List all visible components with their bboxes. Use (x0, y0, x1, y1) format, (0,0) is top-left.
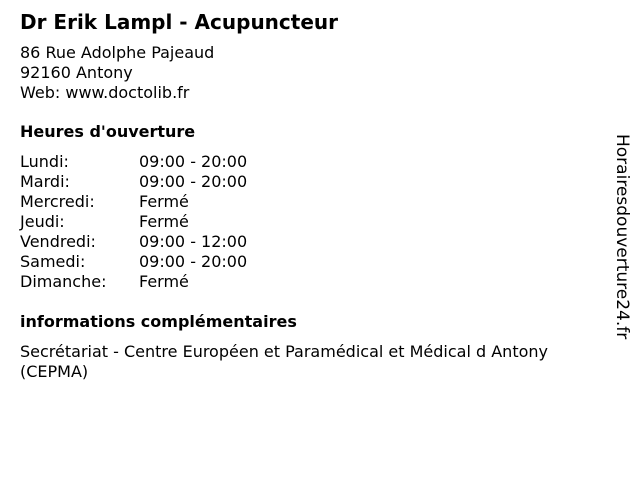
info-heading: informations complémentaires (20, 312, 297, 331)
hours-value: 09:00 - 20:00 (139, 252, 248, 271)
site-watermark: Horairesdouverture24.fr (612, 134, 632, 340)
hours-row-wednesday (20, 192, 610, 212)
website-link[interactable]: Web: www.doctolib.fr (20, 83, 190, 102)
day-label: Jeudi: (20, 212, 65, 231)
hours-row-saturday (20, 252, 610, 272)
hours-value: Fermé (139, 272, 189, 291)
address-block (20, 43, 610, 103)
hours-row-monday (20, 152, 610, 172)
hours-row-sunday (20, 272, 610, 292)
hours-value: Fermé (139, 192, 189, 211)
business-card (20, 10, 610, 382)
hours-value: 09:00 - 20:00 (139, 172, 248, 191)
day-label: Dimanche: (20, 272, 107, 291)
day-label: Mercredi: (20, 192, 95, 211)
hours-value: 09:00 - 12:00 (139, 232, 248, 251)
hours-value: 09:00 - 20:00 (139, 152, 248, 171)
address-city: 92160 Antony (20, 63, 133, 82)
page-title: Dr Erik Lampl - Acupuncteur (20, 10, 338, 34)
day-label: Mardi: (20, 172, 70, 191)
hours-row-thursday (20, 212, 610, 232)
hours-row-friday (20, 232, 610, 252)
opening-hours-heading: Heures d'ouverture (20, 122, 196, 141)
day-label: Vendredi: (20, 232, 96, 251)
day-label: Lundi: (20, 152, 69, 171)
hours-row-tuesday (20, 172, 610, 192)
hours-value: Fermé (139, 212, 189, 231)
info-text: Secrétariat - Centre Européen et Paramédical et Médical d Antony (CEPMA) (20, 342, 548, 381)
address-street: 86 Rue Adolphe Pajeaud (20, 43, 215, 62)
day-label: Samedi: (20, 252, 86, 271)
opening-hours-table (20, 152, 610, 292)
